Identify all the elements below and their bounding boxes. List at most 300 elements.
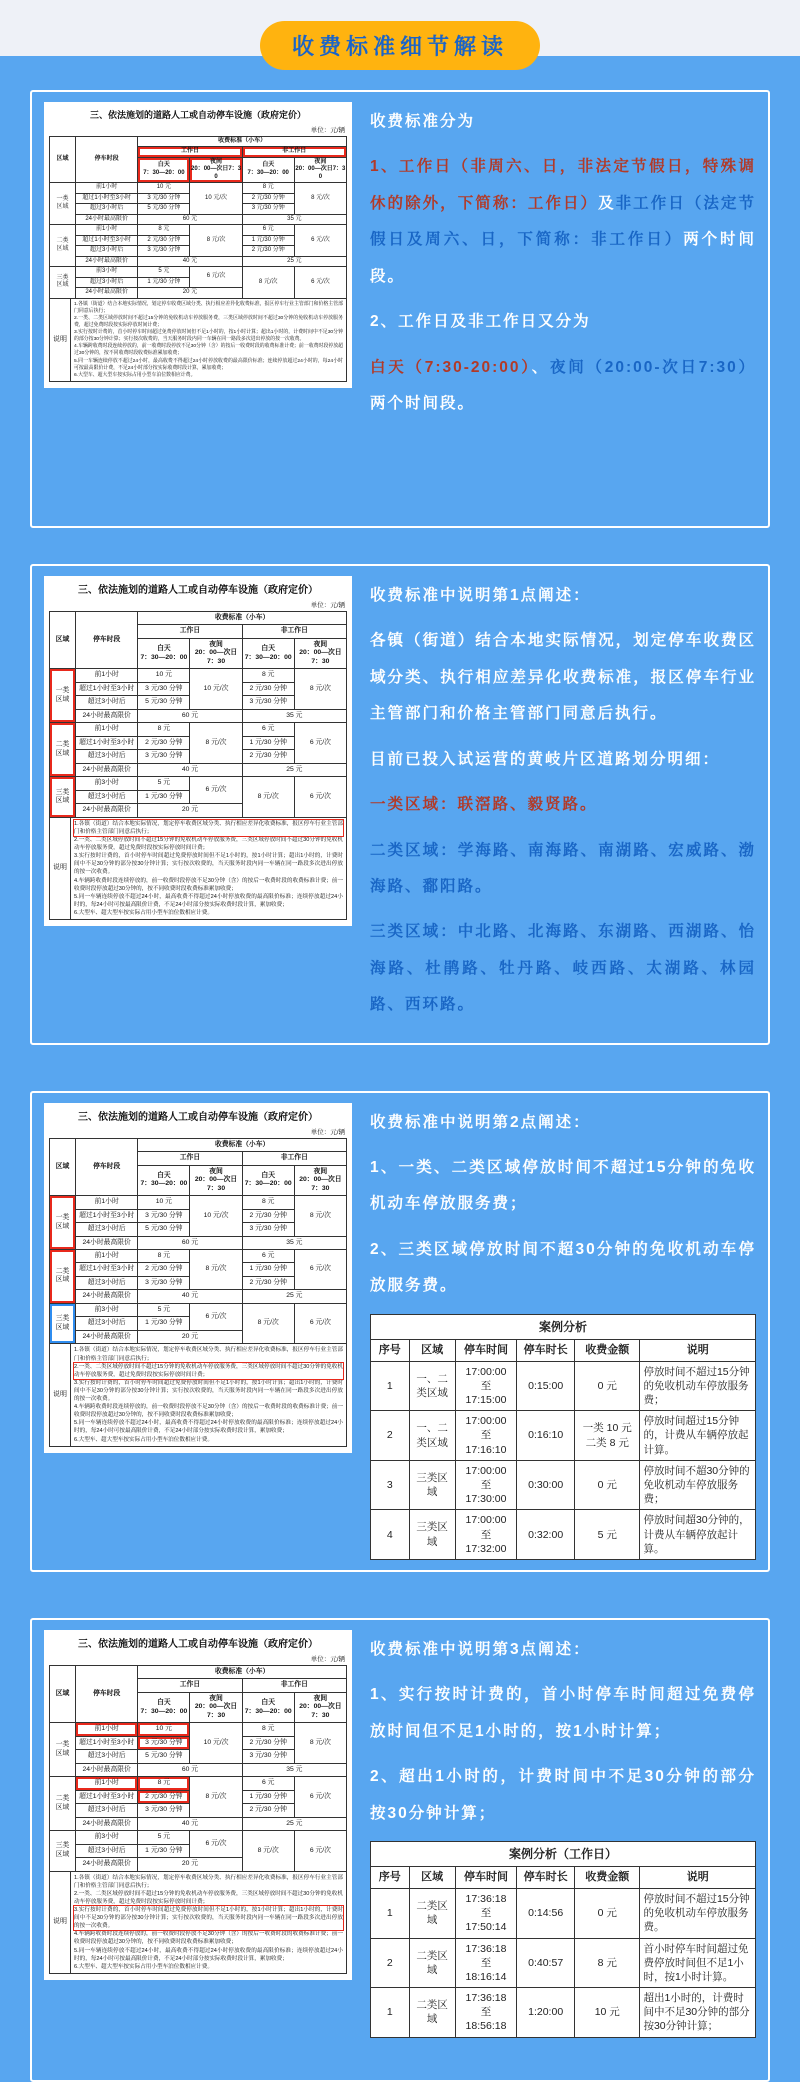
fee-table-cell: 夜间 20：00—次日7：30	[190, 638, 242, 668]
fee-table-cell: 8 元	[138, 723, 190, 736]
fee-table-cell: 区域	[50, 1665, 76, 1722]
fee-table-cell: 超过3小时后	[76, 1276, 138, 1289]
fee-table-cell: 6 元	[242, 723, 294, 736]
page-title-pill	[260, 21, 540, 70]
fee-table-cell: 非工作日	[242, 625, 346, 638]
case-table-cell: 二类区域	[409, 1988, 455, 2038]
fee-table-note: 2.一类、二类区域停放时间不超过15分钟的免收机动车停放服务费，三类区域停放时间不超过30分钟的免收机动车停放服务费，超过免费时段按实际停放时间计费；	[74, 1890, 343, 1905]
card-paragraph	[370, 787, 756, 823]
card-time-billing	[30, 1618, 770, 2082]
case-table-row	[371, 1460, 756, 1510]
fee-table-note: 5.同一车辆连续停放不超过24小时，最高收费不得超过24小时停放收费的最高限价标准；连续停放超过24小时的，每24小时可按最高限价计费，不足24小时部分按实际收费时段计算，累加收费；	[74, 358, 343, 371]
notes-text	[71, 1344, 346, 1445]
fee-table-cell: 5 元/30 分钟	[138, 696, 190, 709]
case-table-cell: 17:00:00 至 17:30:00	[455, 1460, 517, 1510]
fee-table-cell: 6 元/次	[294, 1831, 346, 1871]
fee-table-note: 4.车辆跨收费时段连续停放的，前一收费时段停放不足30分钟（含）的按后一收费时段的收费标准计费；前一收费时段停放超过30分钟的，按不同收费时段收费标准累加收费；	[74, 344, 343, 357]
fee-table-cell: 5 元/30 分钟	[138, 1750, 190, 1763]
fee-table-cell: 25 元	[242, 256, 346, 267]
fee-table-cell: 前3小时	[76, 1303, 138, 1316]
fee-table-row	[50, 1196, 347, 1209]
fee-table-cell: 25 元	[242, 1817, 346, 1830]
paragraph-segment: 夜间（20:00-次日7:30）	[550, 358, 757, 376]
fee-table-panel	[44, 102, 352, 388]
fee-table-cell: 8 元/次	[190, 723, 242, 763]
notes-label: 说明	[50, 299, 71, 381]
fee-table-note: 2.一类、二类区域停放时间不超过15分钟的免收机动车停放服务费，三类区域停放时间不超过30分钟的免收机动车停放服务费，超过免费时段按实际停放时间计费；	[74, 315, 343, 329]
fee-table-cell: 8 元/次	[190, 1777, 242, 1817]
fee-table-cell: 5 元	[138, 1831, 190, 1844]
fee-table-cell: 8 元	[242, 183, 294, 194]
card-paragraph	[370, 833, 756, 906]
case-table-header: 收费金额	[575, 1339, 640, 1361]
case-table-header: 停车时间	[455, 1339, 517, 1361]
fee-table-cell: 24小时最高限价	[76, 288, 138, 299]
case-table-cell: 三类区域	[409, 1510, 455, 1560]
card-paragraph	[370, 1150, 756, 1223]
fee-table-cell: 10 元/次	[190, 669, 242, 709]
fee-table-cell: 25 元	[242, 763, 346, 776]
fee-table-note: 4.车辆跨收费时段连续停放的，前一收费时段停放不足30分钟（含）的按后一收费时段的收费标准计费；前一收费时段停放超过30分钟的，按不同收费时段收费标准累加收费；	[74, 1931, 343, 1946]
fee-table-cell: 1 元/30 分钟	[242, 736, 294, 749]
fee-table-cell: 区域	[50, 136, 76, 183]
case-table-header: 说明	[640, 1867, 756, 1889]
fee-table-row	[50, 214, 347, 225]
fee-table-cell: 24小时最高限价	[76, 1290, 138, 1303]
fee-table-cell: 24小时最高限价	[76, 1817, 138, 1830]
case-table-cell: 停放时间超过15分钟的，计费从车辆停放起计算。	[640, 1411, 756, 1461]
fee-table-cell: 超过1小时至3小时	[76, 235, 138, 246]
fee-table-cell: 前1小时	[76, 1777, 138, 1790]
case-table-cell: 1	[371, 1888, 410, 1938]
fee-table-cell: 8 元/次	[294, 1196, 346, 1236]
fee-table-cell: 5 元	[138, 267, 190, 278]
paragraph-segment: 一类区域：联滘路、毅贤路。	[370, 796, 598, 814]
card-paragraph	[370, 623, 756, 732]
case-table-cell: 17:36:18 至 18:16:14	[455, 1938, 517, 1988]
fee-table-cell: 超过3小时后	[76, 246, 138, 257]
case-table-title: 案例分析（工作日）	[371, 1841, 756, 1866]
case-table-row	[371, 1361, 756, 1411]
paragraph-segment: 收费标准中说明第2点阐述：	[370, 1113, 591, 1131]
fee-table-cell: 超过1小时至3小时	[76, 193, 138, 204]
fee-table-cell: 停车时段	[76, 1665, 138, 1722]
fee-table-row	[50, 136, 347, 147]
fee-table-cell: 60 元	[138, 1763, 242, 1776]
paragraph-segment: 收费标准中说明第1点阐述：	[370, 587, 591, 604]
fee-table-cell: 1 元/30 分钟	[242, 1790, 294, 1803]
case-table-row	[371, 1510, 756, 1560]
fee-table-cell: 6 元	[242, 1250, 294, 1263]
fee-table-cell: 60 元	[138, 1236, 242, 1249]
fee-table-cell: 非工作日	[242, 147, 346, 158]
fee-table-note: 3.实行按时计费的，首小时停车时间超过免费停放时间但不足1小时的，按1小时计算；超出1小时的，计费时间中不足30分钟的部分按30分钟计算；实行按次收费的，当天服务时段内同一车辆在同一路段多次进出停放的按一次收费。	[74, 330, 343, 343]
fee-table-note: 6.大型车、超大型车按实际占用小型车泊位数相应计费。	[74, 909, 213, 916]
fee-table-note: 2.一类、二类区域停放时间不超过15分钟的免收机动车停放服务费，三类区域停放时间不超过30分钟的免收机动车停放服务费，超过免费时段按实际停放时间计费；	[74, 1363, 343, 1378]
fee-table-cell: 3 元/30 分钟	[242, 1223, 294, 1236]
fee-table-cell: 10 元	[138, 183, 190, 194]
fee-table-row	[50, 1236, 347, 1249]
fee-table-cell: 10 元/次	[190, 183, 242, 215]
card-paragraph	[370, 304, 756, 340]
card-paragraph	[370, 1105, 756, 1141]
fee-table-cell: 25 元	[242, 1290, 346, 1303]
fee-table-cell: 2 元/30 分钟	[138, 1790, 190, 1803]
card-paragraph	[370, 1759, 756, 1832]
case-table-cell: 17:00:00 至 17:15:00	[455, 1361, 517, 1411]
fee-table-cell: 前1小时	[76, 669, 138, 682]
fee-table-cell: 超过1小时至3小时	[76, 1263, 138, 1276]
case-table-title-row	[371, 1841, 756, 1866]
fee-table-cell: 前1小时	[76, 183, 138, 194]
fee-table-cell: 超过3小时后	[76, 1223, 138, 1236]
fee-table-row	[50, 763, 347, 776]
card-paragraph	[370, 1677, 756, 1750]
notes-label: 说明	[50, 818, 71, 919]
case-table-header: 序号	[371, 1867, 410, 1889]
case-table-row	[371, 1988, 756, 2038]
fee-table-cell: 工作日	[138, 147, 242, 158]
fee-table-cell: 前1小时	[76, 225, 138, 236]
case-table-cell: 17:00:00 至 17:32:00	[455, 1510, 517, 1560]
card-paragraph	[370, 104, 756, 140]
fee-table-cell: 2 元/30 分钟	[242, 246, 294, 257]
fee-table-cell: 三类 区域	[50, 777, 76, 817]
fee-table	[49, 611, 347, 818]
fee-table-unit: 单位：元/辆	[310, 1655, 345, 1663]
fee-table-cell: 40 元	[138, 1817, 242, 1830]
fee-table-cell: 1 元/30 分钟	[242, 235, 294, 246]
fee-table-row	[50, 612, 347, 625]
fee-table-cell: 超过3小时后	[76, 750, 138, 763]
fee-table-cell: 10 元/次	[190, 1723, 242, 1763]
card-free-minutes	[30, 1091, 770, 1572]
fee-table-cell: 3 元/30 分钟	[138, 1804, 190, 1817]
fee-table-note: 3.实行按时计费的，首小时停车时间超过免费停放时间但不足1小时的，按1小时计算；超出1小时的，计费时间中不足30分钟的部分按30分钟计算；实行按次收费的，当天服务时段内同一车辆在同一路段多次进出停放的按一次收费。	[74, 1379, 343, 1403]
fee-table-cell: 2 元/30 分钟	[138, 235, 190, 246]
fee-table-note: 3.实行按时计费的，首小时停车时间超过免费停放时间但不足1小时的，按1小时计算；超出1小时的，计费时间中不足30分钟的部分按30分钟计算；实行按次收费的，当天服务时段内同一车辆在同一路段多次进出停放的按一次收费。	[74, 1907, 343, 1930]
fee-table-cell: 40 元	[138, 763, 242, 776]
paragraph-segment: 非工作日（法定节假日及周六、日，下简称：非工作日）	[370, 194, 756, 249]
fee-table-row	[50, 723, 347, 736]
fee-table-note: 4.车辆跨收费时段连续停放的，前一收费时段停放不足30分钟（含）的按后一收费时段的收费标准计费；前一收费时段停放超过30分钟的，按不同收费时段收费标准累加收费；	[74, 1404, 343, 1419]
fee-table-cell: 超过3小时后	[76, 696, 138, 709]
fee-table-note: 6.大型车、超大型车按实际占用小型车泊位数相应计费。	[74, 372, 196, 378]
fee-table-cell: 一类 区域	[50, 1723, 76, 1777]
paragraph-segment: 二类区域：学海路、南海路、南湖路、宏威路、渤海路、鄱阳路。	[370, 841, 756, 895]
case-table-cell: 0:40:57	[517, 1938, 575, 1988]
fee-table-note: 1.各镇（街道）结合本地实际情况，划定停车收费区域分类、执行相应差异化收费标准，报区停车行业主管部门和价格主管部门同意后执行；	[74, 1874, 343, 1889]
fee-table-note: 1.各镇（街道）结合本地实际情况，划定停车收费区域分类、执行相应差异化收费标准，报区停车行业主管部门和价格主管部门同意后执行；	[74, 820, 343, 835]
paragraph-segment: 三类区域：中北路、北海路、东湖路、西湖路、怡海路、杜鹃路、牡丹路、岐西路、太湖路、林园路、西环路。	[370, 923, 756, 1014]
fee-table-cell: 超过3小时后	[76, 790, 138, 803]
paragraph-segment: 1、一类、二类区域停放时间不超过15分钟的免收机动车停放服务费；	[370, 1159, 756, 1213]
card-paragraph	[370, 149, 756, 295]
fee-table-cell: 夜间 20：00—次日7：30	[294, 638, 346, 668]
paragraph-segment: 白天（7:30-20:00）	[370, 358, 532, 376]
fee-table-cell: 8 元/次	[242, 267, 294, 299]
fee-table-cell: 6 元/次	[294, 1777, 346, 1817]
fee-table-unit: 单位：元/辆	[310, 1128, 345, 1136]
fee-table-cell: 35 元	[242, 709, 346, 722]
fee-table-cell: 6 元/次	[294, 1303, 346, 1343]
case-table-cell: 5 元	[575, 1510, 640, 1560]
fee-table-cell: 三类 区域	[50, 1831, 76, 1871]
fee-table-note: 2.一类、二类区域停放时间不超过15分钟的免收机动车停放服务费，三类区域停放时间不超过30分钟的免收机动车停放服务费，超过免费时段按实际停放时间计费；	[74, 836, 343, 852]
fee-table-cell: 非工作日	[242, 1152, 346, 1165]
fee-table-row	[50, 1665, 347, 1678]
fee-table-cell: 白天 7：30—20：00	[138, 638, 190, 668]
case-table-row	[371, 1938, 756, 1988]
notes-label: 说明	[50, 1872, 71, 1973]
fee-table-cell: 5 元	[138, 777, 190, 790]
fee-table-cell: 超过3小时后	[76, 1750, 138, 1763]
fee-table-cell: 区域	[50, 1138, 76, 1195]
fee-table-cell: 2 元/30 分钟	[242, 1209, 294, 1222]
fee-table-note: 4.车辆跨收费时段连续停放的，前一收费时段停放不足30分钟（含）的按后一收费时段的收费标准计费；前一收费时段停放超过30分钟的，按不同收费时段收费标准累加收费；	[74, 877, 343, 892]
card-text-area	[370, 1632, 756, 1832]
fee-table-cell: 前3小时	[76, 777, 138, 790]
fee-table-row	[50, 1138, 347, 1151]
fee-table-cell: 超过1小时至3小时	[76, 1736, 138, 1749]
fee-table-cell: 夜间 20：00—次日7：30	[190, 1165, 242, 1195]
fee-table-cell: 前3小时	[76, 267, 138, 278]
fee-table-cell: 前1小时	[76, 1250, 138, 1263]
case-table-cell: 0:32:00	[517, 1510, 575, 1560]
card-text-area	[352, 576, 756, 1033]
fee-table-notes	[49, 1872, 347, 1974]
fee-table-cell: 区域	[50, 612, 76, 669]
fee-table-cell: 工作日	[138, 1679, 242, 1692]
fee-table-cell: 一类 区域	[50, 1196, 76, 1250]
fee-table-cell: 工作日	[138, 1152, 242, 1165]
fee-table-cell: 8 元	[242, 1723, 294, 1736]
fee-table-cell: 超过3小时后	[76, 277, 138, 288]
case-table-cell: 4	[371, 1510, 410, 1560]
paragraph-segment: 收费标准中说明第3点阐述：	[370, 1640, 591, 1658]
fee-table-cell: 二类 区域	[50, 1250, 76, 1304]
card-paragraph	[370, 1632, 756, 1668]
paragraph-segment: 1、工作日（非周六、日，非法定节假日，特殊调休的除外，下简称：工作日）	[370, 158, 756, 212]
fee-table-cell: 20 元	[138, 1858, 242, 1871]
fee-table-cell: 6 元/次	[294, 723, 346, 763]
case-table-cell: 停放时间不超30分钟的免收机动车停放服务费；	[640, 1460, 756, 1510]
fee-table-cell: 3 元/30 分钟	[138, 682, 190, 695]
card-paragraph	[370, 350, 756, 423]
case-table-cell: 1:20:00	[517, 1988, 575, 2038]
fee-table-cell: 8 元/次	[294, 183, 346, 215]
case-analysis-table	[370, 1314, 756, 1560]
fee-table-cell: 2 元/30 分钟	[242, 1736, 294, 1749]
fee-table-cell: 3 元/30 分钟	[242, 696, 294, 709]
fee-table-cell: 35 元	[242, 1763, 346, 1776]
fee-table-cell: 1 元/30 分钟	[138, 790, 190, 803]
fee-table-notes	[49, 1344, 347, 1446]
fee-table-cell: 5 元/30 分钟	[138, 1223, 190, 1236]
case-table-cell: 17:36:18 至 18:56:18	[455, 1988, 517, 2038]
fee-table-row	[50, 1831, 347, 1844]
case-table-title: 案例分析	[371, 1314, 756, 1339]
fee-table-cell: 40 元	[138, 256, 242, 267]
fee-table	[49, 136, 347, 299]
fee-table-cell: 8 元/次	[190, 225, 242, 257]
case-table-cell: 一类 10 元 二类 8 元	[575, 1411, 640, 1461]
case-table-header: 区域	[409, 1339, 455, 1361]
fee-table-cell: 非工作日	[242, 1679, 346, 1692]
fee-table-cell: 2 元/30 分钟	[138, 736, 190, 749]
fee-table-note: 6.大型车、超大型车按实际占用小型车泊位数相应计费。	[74, 1963, 213, 1970]
fee-table-cell: 3 元/30 分钟	[242, 1750, 294, 1763]
fee-table-cell: 8 元/次	[242, 777, 294, 817]
fee-table-cell: 夜间 20：00—次日7：30	[294, 157, 346, 183]
case-table-cell: 0 元	[575, 1361, 640, 1411]
case-table-cell: 10 元	[575, 1988, 640, 2038]
fee-table-cell: 白天 7：30—20：00	[242, 1692, 294, 1722]
fee-table-cell: 白天 7：30—20：00	[242, 1165, 294, 1195]
fee-table-cell: 3 元/30 分钟	[138, 750, 190, 763]
fee-table-row	[50, 1723, 347, 1736]
fee-table-cell: 收费标准（小车）	[138, 1665, 347, 1678]
fee-table-cell: 3 元/30 分钟	[138, 1209, 190, 1222]
card-paragraph	[370, 578, 756, 614]
fee-table-cell: 8 元	[138, 225, 190, 236]
fee-table-cell: 一类 区域	[50, 183, 76, 225]
fee-table-row	[50, 256, 347, 267]
fee-table-cell: 前1小时	[76, 723, 138, 736]
fee-table-title: 三、依法施划的道路人工或自动停车设施（政府定价）	[78, 1111, 318, 1123]
fee-table-cell: 二类 区域	[50, 225, 76, 267]
fee-table-cell: 24小时最高限价	[76, 1763, 138, 1776]
fee-table-cell: 3 元/30 分钟	[242, 204, 294, 215]
fee-table-cell: 超过3小时后	[76, 204, 138, 215]
fee-table-panel	[44, 1630, 352, 1980]
fee-table-cell: 20 元	[138, 804, 242, 817]
case-table-cell: 1	[371, 1988, 410, 2038]
paragraph-segment: 收费标准分为	[370, 113, 476, 130]
fee-table-cell: 8 元	[242, 1196, 294, 1209]
fee-table-cell: 8 元/次	[242, 1303, 294, 1343]
fee-table-cell: 超过3小时后	[76, 1317, 138, 1330]
notes-label: 说明	[50, 1344, 71, 1445]
notes-text	[71, 1872, 346, 1973]
case-table-title-row	[371, 1314, 756, 1339]
fee-table-cell: 35 元	[242, 214, 346, 225]
fee-table-cell: 前1小时	[76, 1723, 138, 1736]
fee-table-cell: 24小时最高限价	[76, 1858, 138, 1871]
fee-table-unit: 单位：元/辆	[310, 126, 345, 134]
case-table-cell: 17:00:00 至 17:16:10	[455, 1411, 517, 1461]
fee-table-title: 三、依法施划的道路人工或自动停车设施（政府定价）	[89, 110, 306, 120]
case-table-cell: 0:15:00	[517, 1361, 575, 1411]
fee-table-cell: 停车时段	[76, 136, 138, 183]
case-table-header: 说明	[640, 1339, 756, 1361]
fee-table-notes	[49, 299, 347, 382]
paragraph-segment: 两个时间段。	[370, 394, 476, 412]
card-text-area	[370, 1105, 756, 1305]
fee-table-note: 5.同一车辆连续停放不超过24小时，最高收费不得超过24小时停放收费的最高限价标准；连续停放超过24小时的，每24小时可按最高限价计费，不足24小时部分按实际收费时段计算，累加收费；	[74, 893, 343, 908]
notes-text	[71, 818, 346, 919]
fee-table-cell: 夜间 20：00—次日7：30	[190, 1692, 242, 1722]
case-table-cell: 二类区域	[409, 1888, 455, 1938]
case-table-header: 停车时长	[517, 1339, 575, 1361]
fee-table-note: 5.同一车辆连续停放不超过24小时，最高收费不得超过24小时停放收费的最高限价标准；连续停放超过24小时的，每24小时可按最高限价计费，不足24小时部分按实际收费时段计算，累加收费；	[74, 1420, 343, 1435]
card-paragraph	[370, 742, 756, 778]
fee-table-cell: 夜间 20：00—次日7：30	[294, 1692, 346, 1722]
fee-table-cell: 60 元	[138, 709, 242, 722]
fee-table-panel	[44, 1103, 352, 1453]
fee-table-cell: 2 元/30 分钟	[242, 682, 294, 695]
fee-table-cell: 6 元/次	[190, 1831, 242, 1858]
fee-table-row	[50, 1817, 347, 1830]
notes-text	[71, 299, 346, 381]
card-zones	[30, 564, 770, 1045]
case-table-cell: 1	[371, 1361, 410, 1411]
fee-table-cell: 3 元/30 分钟	[138, 1736, 190, 1749]
fee-table	[49, 1138, 347, 1345]
fee-table-cell: 白天 7：30—20：00	[138, 1165, 190, 1195]
fee-table-cell: 24小时最高限价	[76, 763, 138, 776]
case-table-cell: 停放时间不超过15分钟的免收机动车停放服务费；	[640, 1361, 756, 1411]
fee-table-cell: 超过1小时至3小时	[76, 1790, 138, 1803]
fee-table-row	[50, 709, 347, 722]
case-table-cell: 停放时间不超过15分钟的免收机动车停放服务费。	[640, 1888, 756, 1938]
fee-table-title: 三、依法施划的道路人工或自动停车设施（政府定价）	[78, 1638, 318, 1650]
fee-table-cell: 6 元	[242, 225, 294, 236]
fee-table-cell: 8 元	[138, 1777, 190, 1790]
fee-table-note: 6.大型车、超大型车按实际占用小型车泊位数相应计费。	[74, 1436, 213, 1443]
fee-table-cell: 停车时段	[76, 1138, 138, 1195]
fee-table-cell: 10 元	[138, 1196, 190, 1209]
fee-table-cell: 白天 7：30—20：00	[138, 157, 190, 183]
case-table-cell: 超出1小时的，计费时间中不足30分钟的部分按30分钟计算；	[640, 1988, 756, 2038]
fee-table-cell: 35 元	[242, 1236, 346, 1249]
cards-container	[30, 90, 770, 2082]
case-table-cell: 停放时间超30分钟的，计费从车辆停放起计算。	[640, 1510, 756, 1560]
case-table-header: 停车时长	[517, 1867, 575, 1889]
fee-table-cell: 超过1小时至3小时	[76, 682, 138, 695]
fee-table-cell: 2 元/30 分钟	[242, 193, 294, 204]
paragraph-segment: 2、三类区域停放时间不超30分钟的免收机动车停放服务费。	[370, 1240, 756, 1295]
fee-table-cell: 超过1小时至3小时	[76, 736, 138, 749]
fee-table-cell: 夜间 20：00—次日7：30	[294, 1165, 346, 1195]
fee-table-cell: 2 元/30 分钟	[138, 1263, 190, 1276]
fee-table-row	[50, 1763, 347, 1776]
fee-table-cell: 3 元/30 分钟	[138, 246, 190, 257]
fee-table-cell: 8 元/次	[294, 669, 346, 709]
fee-table-cell: 24小时最高限价	[76, 804, 138, 817]
case-table-cell: 首小时停车时间超过免费停放时间但不足1小时，按1小时计算。	[640, 1938, 756, 1988]
fee-table-notes	[49, 818, 347, 920]
fee-table-cell: 1 元/30 分钟	[138, 1844, 190, 1857]
fee-table-cell: 8 元	[242, 669, 294, 682]
fee-table-cell: 2 元/30 分钟	[242, 750, 294, 763]
fee-table-panel	[44, 576, 352, 926]
fee-table-cell: 10 元	[138, 669, 190, 682]
fee-table-cell: 1 元/30 分钟	[242, 1263, 294, 1276]
card-fee-periods	[30, 90, 770, 528]
fee-table-cell: 收费标准（小车）	[138, 1138, 347, 1151]
fee-table-cell: 5 元/30 分钟	[138, 204, 190, 215]
fee-table-cell: 24小时最高限价	[76, 709, 138, 722]
fee-table-cell: 收费标准（小车）	[138, 136, 347, 147]
case-table-header-row	[371, 1339, 756, 1361]
case-table-row	[371, 1411, 756, 1461]
fee-table-cell: 前1小时	[76, 1196, 138, 1209]
case-table-cell: 三类区域	[409, 1460, 455, 1510]
paragraph-segment: 2、工作日及非工作日又分为	[370, 313, 591, 331]
paragraph-segment: 及	[598, 194, 616, 212]
case-analysis-table	[370, 1841, 756, 2038]
